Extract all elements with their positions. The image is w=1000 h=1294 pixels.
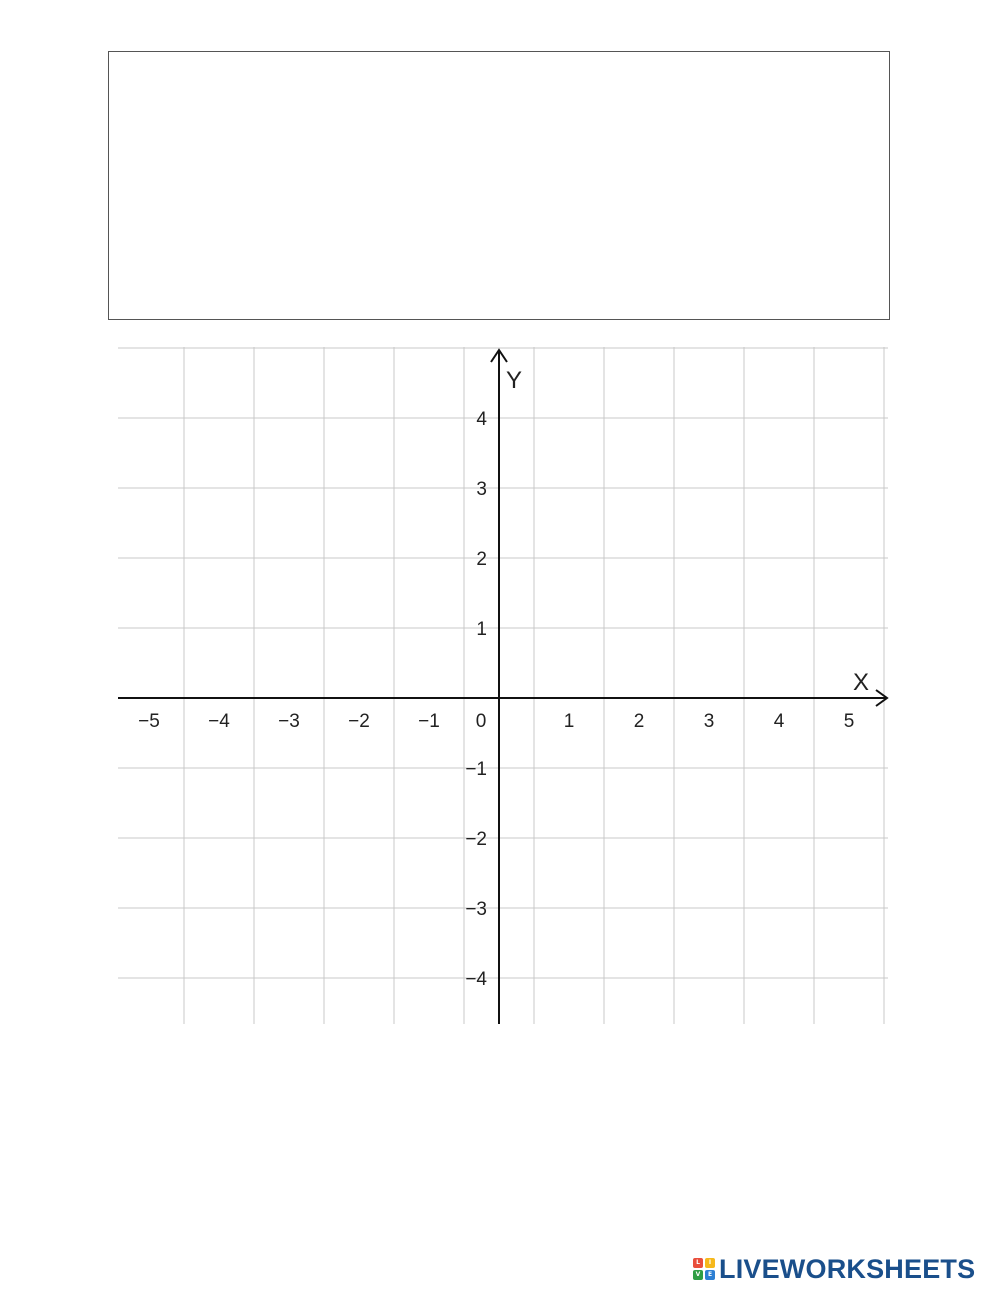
- x-axis-label: X: [853, 669, 870, 696]
- x-tick-label: −3: [278, 711, 300, 732]
- liveworksheets-logo-icon: [693, 1258, 715, 1280]
- logo-letter-e: E: [705, 1270, 715, 1280]
- tick-labels: [138, 409, 854, 990]
- x-tick-label: 3: [703, 711, 715, 732]
- logo-letter-l: L: [693, 1258, 703, 1268]
- logo-letter-i: I: [705, 1258, 715, 1268]
- y-tick-label: −4: [465, 969, 487, 990]
- y-tick-label: −3: [465, 899, 487, 920]
- x-tick-label: −4: [208, 711, 230, 732]
- brand-name: LIVEWORKSHEETS: [719, 1253, 976, 1284]
- y-tick-label: 3: [476, 479, 487, 500]
- axes: [118, 350, 887, 1024]
- y-tick-label: 1: [476, 619, 487, 640]
- y-axis-label: Y: [506, 367, 523, 394]
- x-tick-label: 4: [773, 711, 785, 732]
- x-tick-label: 1: [563, 711, 575, 732]
- grid-lines: [118, 347, 888, 1024]
- y-tick-label: −2: [465, 829, 487, 850]
- y-tick-label: 2: [476, 549, 487, 570]
- x-tick-label: 5: [843, 711, 855, 732]
- x-tick-label: −1: [418, 711, 440, 732]
- x-tick-label: −2: [348, 711, 370, 732]
- logo-letter-v: V: [693, 1270, 703, 1280]
- x-tick-label: 2: [633, 711, 645, 732]
- liveworksheets-brand: [693, 1254, 975, 1284]
- x-tick-label: −5: [138, 711, 160, 732]
- y-tick-label: 4: [476, 409, 487, 430]
- x-tick-label: 0: [475, 711, 487, 732]
- y-tick-label: −1: [465, 759, 487, 780]
